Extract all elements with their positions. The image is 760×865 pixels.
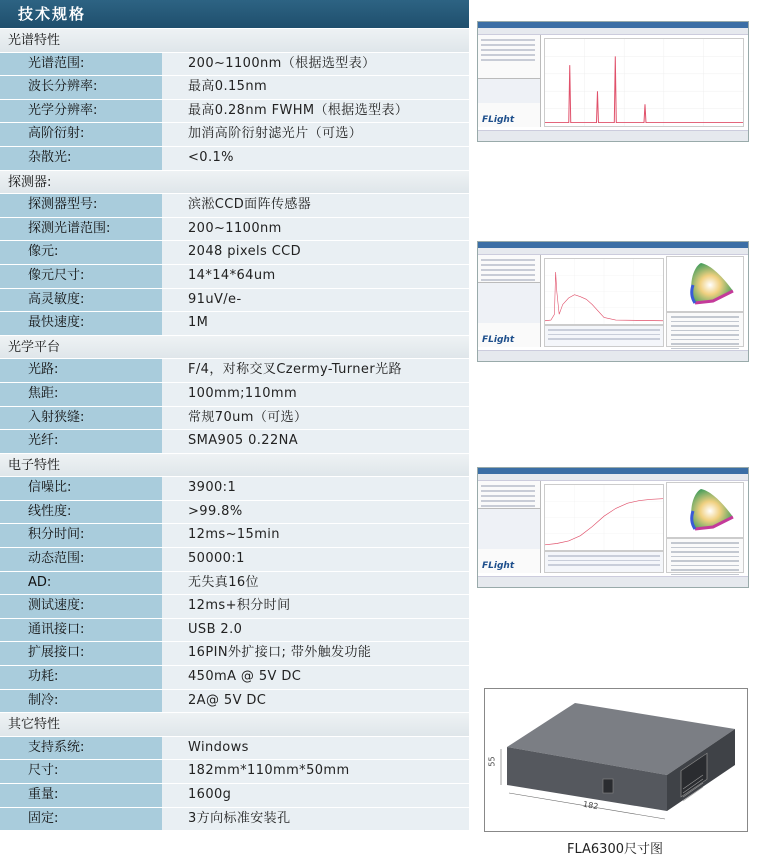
spec-key: 积分时间: <box>0 524 162 547</box>
spec-key: 最快速度: <box>0 312 162 335</box>
cie-chromaticity-icon <box>666 256 744 312</box>
spec-key: 扩展接口: <box>0 642 162 665</box>
spec-value: >99.8% <box>162 501 469 524</box>
spec-row <box>0 618 469 642</box>
spec-key: AD: <box>0 572 162 595</box>
spec-section-title: 光谱特性 <box>0 28 469 52</box>
software-screenshot-spectrum <box>477 21 749 142</box>
spec-value: 最高0.28nm FWHM（根据选型表） <box>162 100 469 123</box>
spec-key: 波长分辨率: <box>0 76 162 99</box>
spec-value: 1600g <box>162 784 469 807</box>
spec-row <box>0 429 469 453</box>
spec-value: 200~1100nm <box>162 218 469 241</box>
spec-section-title: 探测器: <box>0 170 469 194</box>
spec-sections <box>0 28 469 830</box>
spec-row <box>0 807 469 831</box>
spec-key: 光谱范围: <box>0 53 162 76</box>
spec-value: 滨淞CCD面阵传感器 <box>162 194 469 217</box>
spec-value: SMA905 0.22NA <box>162 430 469 453</box>
spec-key: 杂散光: <box>0 147 162 170</box>
spec-key: 动态范围: <box>0 548 162 571</box>
spectrum-plot <box>544 484 664 551</box>
software-screenshot-colorimetry <box>477 241 749 362</box>
spec-row <box>0 641 469 665</box>
device-dimension-drawing <box>484 688 748 832</box>
spec-key: 光学分辨率: <box>0 100 162 123</box>
spec-value: 无失真16位 <box>162 572 469 595</box>
length-dimension-label: 182 <box>582 799 599 812</box>
spec-key: 像元尺寸: <box>0 265 162 288</box>
spec-row <box>0 264 469 288</box>
spec-row <box>0 146 469 170</box>
spec-row <box>0 358 469 382</box>
spec-value: 最高0.15nm <box>162 76 469 99</box>
spec-value: 加消高阶衍射滤光片（可选） <box>162 123 469 146</box>
spec-row <box>0 759 469 783</box>
spec-key: 功耗: <box>0 666 162 689</box>
spec-key: 制冷: <box>0 690 162 713</box>
spec-value: <0.1% <box>162 147 469 170</box>
spec-value: 91uV/e- <box>162 289 469 312</box>
spec-key: 像元: <box>0 241 162 264</box>
spec-row <box>0 193 469 217</box>
spec-key: 通讯接口: <box>0 619 162 642</box>
spec-value: Windows <box>162 737 469 760</box>
spec-section-title: 光学平台 <box>0 335 469 359</box>
spec-row <box>0 382 469 406</box>
spec-value: 12ms+积分时间 <box>162 595 469 618</box>
spec-row <box>0 311 469 335</box>
spec-row <box>0 665 469 689</box>
spec-value: 182mm*110mm*50mm <box>162 760 469 783</box>
spec-value: 3方向标准安装孔 <box>162 808 469 831</box>
spec-value: 50000:1 <box>162 548 469 571</box>
spec-row <box>0 99 469 123</box>
spec-key: 重量: <box>0 784 162 807</box>
drawing-caption: FLA6300尺寸图 <box>567 842 663 857</box>
flight-logo: FLight <box>482 561 515 571</box>
spec-row <box>0 288 469 312</box>
spec-key: 固定: <box>0 808 162 831</box>
spec-row <box>0 52 469 76</box>
spec-row <box>0 547 469 571</box>
spec-section-title: 电子特性 <box>0 453 469 477</box>
spec-row <box>0 75 469 99</box>
spec-value: USB 2.0 <box>162 619 469 642</box>
spec-value: 2048 pixels CCD <box>162 241 469 264</box>
spec-row <box>0 476 469 500</box>
flight-logo: FLight <box>482 115 515 125</box>
spec-section-title: 其它特性 <box>0 712 469 736</box>
spec-value: 100mm;110mm <box>162 383 469 406</box>
spec-key: 信噪比: <box>0 477 162 500</box>
spectrum-plot <box>544 38 744 127</box>
spec-key: 探测光谱范围: <box>0 218 162 241</box>
spec-row <box>0 594 469 618</box>
spec-row <box>0 217 469 241</box>
height-dimension-label: 55 <box>487 756 497 767</box>
spec-value: F/4，对称交叉Czermy-Turner光路 <box>162 359 469 382</box>
spec-value: 14*14*64um <box>162 265 469 288</box>
spec-value: 1M <box>162 312 469 335</box>
spec-row <box>0 240 469 264</box>
spec-key: 探测器型号: <box>0 194 162 217</box>
software-screenshot-transmittance <box>477 467 749 588</box>
spec-value: 16PIN外扩接口; 带外触发功能 <box>162 642 469 665</box>
spec-key: 焦距: <box>0 383 162 406</box>
spec-value: 200~1100nm（根据选型表） <box>162 53 469 76</box>
spec-table-header: 技术规格 <box>0 0 469 28</box>
spec-row <box>0 500 469 524</box>
spec-row <box>0 406 469 430</box>
spec-key: 测试速度: <box>0 595 162 618</box>
spec-row <box>0 783 469 807</box>
spec-key: 入射狭缝: <box>0 407 162 430</box>
spec-key: 尺寸: <box>0 760 162 783</box>
spec-key: 高灵敏度: <box>0 289 162 312</box>
spec-row <box>0 689 469 713</box>
spec-row <box>0 122 469 146</box>
spec-key: 光路: <box>0 359 162 382</box>
spec-value: 450mA @ 5V DC <box>162 666 469 689</box>
spec-row <box>0 736 469 760</box>
spec-row <box>0 523 469 547</box>
spec-key: 线性度: <box>0 501 162 524</box>
spec-row <box>0 571 469 595</box>
spec-key: 高阶衍射: <box>0 123 162 146</box>
spec-value: 2A@ 5V DC <box>162 690 469 713</box>
spectrum-plot <box>544 258 664 325</box>
spec-key: 光纤: <box>0 430 162 453</box>
spec-value: 12ms~15min <box>162 524 469 547</box>
spec-key: 支持系统: <box>0 737 162 760</box>
spec-value: 3900:1 <box>162 477 469 500</box>
cie-chromaticity-icon <box>666 482 744 538</box>
spec-value: 常规70um（可选） <box>162 407 469 430</box>
flight-logo: FLight <box>482 335 515 345</box>
device-tree-panel <box>478 35 541 127</box>
